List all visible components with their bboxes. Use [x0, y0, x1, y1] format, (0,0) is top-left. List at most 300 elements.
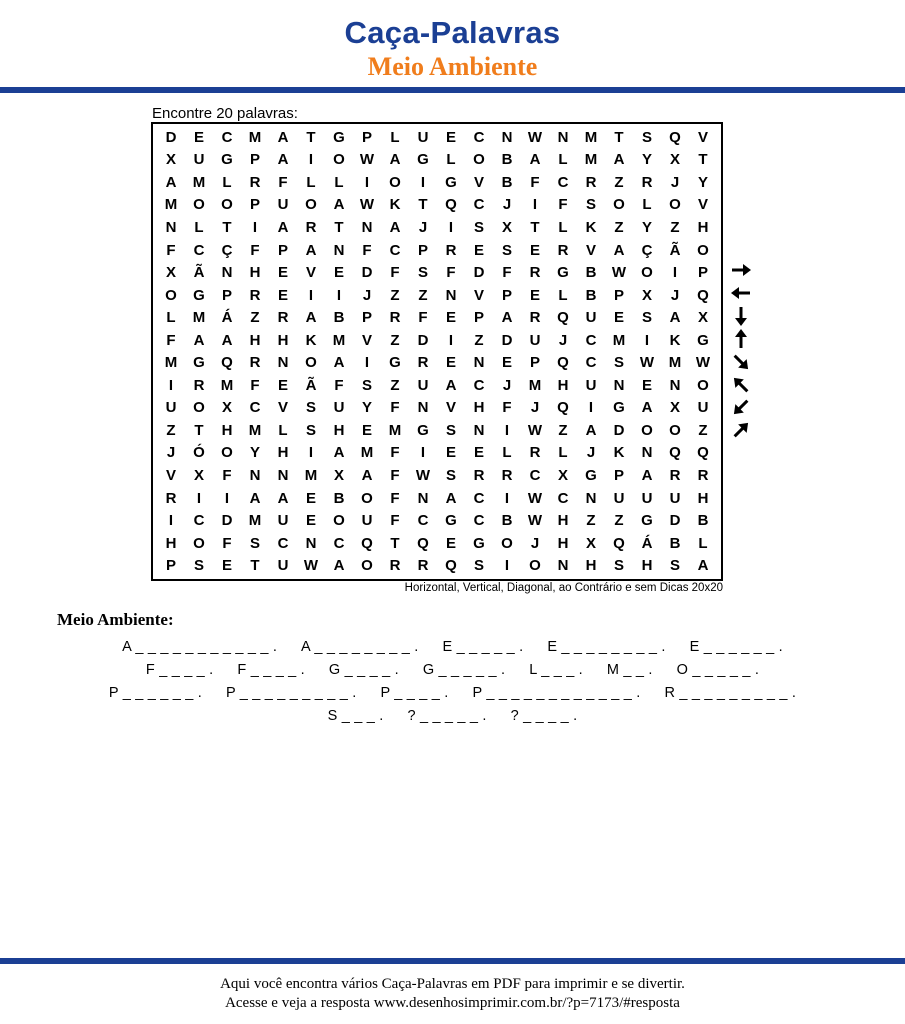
grid-cell: V	[585, 241, 596, 259]
grid-cell: I	[420, 444, 426, 462]
grid-cell: N	[445, 286, 457, 304]
grid-cell: F	[390, 399, 400, 417]
grid-cell: U	[585, 309, 597, 327]
grid-cell: G	[473, 534, 485, 552]
grid-cell: B	[501, 151, 513, 169]
grid-cell: O	[193, 196, 205, 214]
grid-cell: R	[417, 354, 429, 372]
grid-cell: M	[528, 376, 542, 394]
grid-cell: H	[585, 557, 597, 575]
grid-cell: C	[473, 376, 485, 394]
grid-cell: P	[501, 286, 512, 304]
grid-cell: I	[196, 489, 202, 507]
grid-cell: Ã	[305, 376, 317, 394]
grid-cell: E	[641, 376, 652, 394]
grid-cell: N	[669, 376, 681, 394]
grid-cell: G	[333, 128, 345, 146]
grid-cell: B	[697, 512, 709, 530]
grid-cell: O	[165, 286, 177, 304]
grid-cell: T	[390, 534, 400, 552]
grid-cell: N	[473, 354, 485, 372]
grid-cell: A	[277, 218, 289, 236]
grid-cell: U	[417, 128, 429, 146]
grid-cell: T	[334, 218, 344, 236]
grid-cell: C	[221, 128, 233, 146]
grid-cell: R	[249, 354, 261, 372]
grid-cell: A	[389, 218, 401, 236]
grid-cell: F	[390, 512, 400, 530]
grid-cell: L	[698, 534, 708, 552]
grid-cell: A	[165, 173, 177, 191]
grid-cell: N	[165, 218, 177, 236]
grid-cell: B	[501, 512, 513, 530]
grid-cell: D	[473, 264, 485, 282]
grid-cell: Q	[557, 399, 569, 417]
grid-cell: O	[669, 421, 681, 439]
grid-cell: A	[669, 309, 681, 327]
grid-cell: P	[613, 467, 624, 485]
grid-cell: C	[473, 489, 485, 507]
word-clue: E _ _ _ _ _ .	[442, 639, 524, 655]
grid-cell: R	[501, 467, 513, 485]
clue-line	[0, 682, 905, 705]
grid-cell: R	[277, 309, 289, 327]
grid-cell: T	[194, 421, 204, 439]
grid-cell: U	[361, 512, 373, 530]
grid-cell: J	[586, 444, 596, 462]
grid-cell: U	[165, 399, 177, 417]
grid-cell: O	[501, 534, 513, 552]
grid-cell: A	[305, 309, 317, 327]
grid-cell: L	[558, 218, 568, 236]
word-clue: L _ _ _ .	[529, 662, 583, 678]
grid-cell: H	[249, 264, 261, 282]
grid-cell: N	[473, 421, 485, 439]
grid-cell: R	[585, 173, 597, 191]
footer-line-1: Aqui você encontra vários Caça-Palavras em PDF para imprimir e se divertir.	[220, 976, 685, 992]
grid-cell: G	[445, 512, 457, 530]
grid-cell: L	[390, 128, 400, 146]
grid-cell: L	[306, 173, 316, 191]
page-title: Caça-Palavras	[344, 15, 561, 50]
grid-cell: W	[695, 354, 711, 372]
grid-cell: K	[305, 331, 317, 349]
grid-cell: X	[669, 151, 680, 169]
grid-cell: H	[165, 534, 177, 552]
grid-cell: L	[278, 421, 288, 439]
grid-cell: S	[249, 534, 260, 552]
grid-cell: P	[165, 557, 176, 575]
grid-cell: E	[305, 489, 316, 507]
grid-cell: K	[669, 331, 681, 349]
grid-cell: J	[530, 534, 540, 552]
grid-cell: G	[221, 151, 233, 169]
grid-cell: L	[446, 151, 456, 169]
grid-cell: O	[389, 173, 401, 191]
grid-cell: I	[588, 399, 594, 417]
grid-cell: Y	[641, 151, 652, 169]
grid-cell: O	[697, 241, 709, 259]
grid-cell: V	[361, 331, 372, 349]
grid-cell: U	[333, 399, 345, 417]
grid-cell: U	[613, 489, 625, 507]
grid-caption: Horizontal, Vertical, Diagonal, ao Contrário e sem Dicas 20x20	[404, 582, 723, 594]
grid-cell: R	[641, 173, 653, 191]
grid-cell: O	[193, 534, 205, 552]
grid-cell: M	[192, 309, 206, 327]
grid-cell: I	[252, 218, 258, 236]
word-clue: P _ _ _ _ _ _ .	[108, 685, 202, 701]
grid-cell: Ç	[221, 241, 233, 259]
grid-cell: S	[585, 196, 596, 214]
grid-cell: N	[613, 376, 625, 394]
grid-cell: B	[333, 309, 345, 327]
grid-cell: I	[504, 557, 510, 575]
grid-cell: U	[193, 151, 205, 169]
grid-cell: O	[333, 512, 345, 530]
grid-cell: N	[277, 467, 289, 485]
grid-cell: N	[305, 534, 317, 552]
grid-cell: H	[697, 489, 709, 507]
word-clue: G _ _ _ _ _ .	[422, 662, 506, 678]
grid-cell: G	[417, 151, 429, 169]
grid-cell: S	[445, 467, 456, 485]
grid-cell: J	[166, 444, 176, 462]
page-subtitle: Meio Ambiente	[367, 52, 538, 81]
grid-cell: N	[641, 444, 653, 462]
grid-cell: C	[473, 512, 485, 530]
footer	[0, 975, 905, 1013]
grid-cell: S	[641, 128, 652, 146]
grid-cell: W	[527, 128, 543, 146]
grid-cell: F	[390, 489, 400, 507]
grid-cell: G	[641, 512, 653, 530]
grid-cell: R	[697, 467, 709, 485]
grid-cell: C	[585, 354, 597, 372]
grid-cell: C	[417, 512, 429, 530]
grid-cell: R	[669, 467, 681, 485]
grid-cell: S	[305, 421, 316, 439]
grid-cell: E	[305, 512, 316, 530]
grid-cell: G	[389, 354, 401, 372]
grid-cell: R	[249, 286, 261, 304]
grid-cell: A	[333, 196, 345, 214]
grid-cell: S	[669, 557, 680, 575]
grid-cell: E	[445, 128, 456, 146]
grid-cell: S	[473, 557, 484, 575]
grid-cell: X	[697, 309, 708, 327]
grid-cell: E	[333, 264, 344, 282]
grid-cell: M	[332, 331, 346, 349]
grid-cell: L	[334, 173, 344, 191]
grid-cell: F	[334, 376, 344, 394]
grid-cell: Y	[697, 173, 708, 191]
grid-cell: E	[445, 534, 456, 552]
grid-cell: F	[502, 264, 512, 282]
grid-cell: I	[672, 264, 678, 282]
grid-cell: Ã	[193, 264, 205, 282]
grid-cell: G	[417, 421, 429, 439]
grid-cell: A	[333, 444, 345, 462]
grid-cell: P	[361, 128, 372, 146]
word-clue: E _ _ _ _ _ _ .	[689, 639, 783, 655]
grid-cell: I	[308, 444, 314, 462]
grid-cell: D	[613, 421, 625, 439]
grid-cell: H	[221, 421, 233, 439]
grid-cell: X	[501, 218, 512, 236]
grid-cell: O	[333, 151, 345, 169]
grid-cell: L	[558, 151, 568, 169]
word-clue: P _ _ _ _ _ _ _ _ _ _ _ _ .	[472, 685, 641, 701]
grid-cell: B	[501, 173, 513, 191]
grid-cell: L	[558, 444, 568, 462]
grid-cell: Q	[669, 444, 681, 462]
grid-cell: L	[502, 444, 512, 462]
grid-cell: U	[277, 512, 289, 530]
arrow-down-left-icon	[728, 396, 754, 418]
grid-cell: D	[501, 331, 513, 349]
grid-cell: Q	[221, 354, 233, 372]
grid-cell: G	[193, 286, 205, 304]
grid-cell: W	[527, 489, 543, 507]
grid-cell: E	[501, 354, 512, 372]
grid-cell: T	[306, 128, 316, 146]
grid-cell: U	[669, 489, 681, 507]
grid-cell: S	[193, 557, 204, 575]
grid-cell: F	[390, 264, 400, 282]
grid-cell: H	[333, 421, 345, 439]
grid-cell: B	[669, 534, 681, 552]
grid-cell: M	[164, 354, 178, 372]
grid-cell: O	[305, 354, 317, 372]
grid-cell: P	[613, 286, 624, 304]
word-clue: F _ _ _ _ .	[145, 662, 214, 678]
grid-cell: I	[168, 512, 174, 530]
grid-cell: E	[277, 264, 288, 282]
grid-cell: I	[504, 421, 510, 439]
grid-cell: N	[501, 128, 513, 146]
grid-cell: A	[277, 151, 289, 169]
grid-cell: I	[420, 173, 426, 191]
grid-cell: X	[557, 467, 568, 485]
grid-cell: A	[641, 399, 653, 417]
grid-cell: C	[557, 173, 569, 191]
grid-cell: P	[277, 241, 288, 259]
grid-cell: P	[473, 309, 484, 327]
grid-cell: W	[359, 151, 375, 169]
grid-cell: I	[448, 331, 454, 349]
grid-cell: K	[613, 444, 625, 462]
grid-cell: P	[249, 196, 260, 214]
grid-cell: X	[165, 151, 176, 169]
grid-cell: F	[418, 309, 428, 327]
grid-cell: H	[473, 399, 485, 417]
word-clue: A _ _ _ _ _ _ _ _ .	[301, 639, 419, 655]
grid-cell: Q	[445, 196, 457, 214]
grid-cell: V	[473, 173, 484, 191]
grid-cell: N	[361, 218, 373, 236]
grid-cell: H	[557, 376, 569, 394]
word-clue: O _ _ _ _ _ .	[676, 662, 760, 678]
grid-cell: M	[192, 173, 206, 191]
grid-cell: O	[641, 421, 653, 439]
word-clue: P _ _ _ _ _ _ _ _ _ .	[225, 685, 357, 701]
grid-cell: I	[504, 489, 510, 507]
grid-cell: E	[473, 241, 484, 259]
grid-cell: Z	[390, 286, 400, 304]
grid-cell: J	[530, 399, 540, 417]
word-clue: G _ _ _ _ .	[328, 662, 399, 678]
grid-cell: Z	[474, 331, 484, 349]
grid-cell: E	[445, 354, 456, 372]
grid-cell: U	[277, 196, 289, 214]
word-clue-list	[0, 636, 905, 728]
grid-cell: Z	[166, 421, 176, 439]
grid-cell: O	[697, 376, 709, 394]
grid-cell: Q	[557, 309, 569, 327]
grid-cell: X	[585, 534, 596, 552]
grid-cell: W	[527, 512, 543, 530]
grid-cell: E	[193, 128, 204, 146]
grid-cell: Z	[390, 376, 400, 394]
word-clue: M _ _ .	[606, 662, 653, 678]
header-divider	[0, 87, 905, 93]
grid-cell: E	[613, 309, 624, 327]
word-clue: ? _ _ _ _ .	[510, 708, 578, 724]
grid-cell: N	[557, 128, 569, 146]
grid-cell: G	[557, 264, 569, 282]
grid-cell: C	[193, 512, 205, 530]
clue-line	[0, 636, 905, 659]
grid-cell: C	[557, 489, 569, 507]
grid-cell: F	[166, 331, 176, 349]
grid-cell: O	[473, 151, 485, 169]
grid-cell: W	[639, 354, 655, 372]
grid-cell: V	[165, 467, 176, 485]
clue-line	[0, 659, 905, 682]
grid-cell: B	[585, 286, 597, 304]
grid-cell: P	[249, 151, 260, 169]
grid-cell: H	[697, 218, 709, 236]
grid-cell: M	[388, 421, 402, 439]
grid-cell: A	[361, 467, 373, 485]
grid-cell: G	[585, 467, 597, 485]
word-clue: F _ _ _ _ .	[237, 662, 305, 678]
grid-cell: A	[613, 241, 625, 259]
grid-cell: R	[249, 173, 261, 191]
grid-cell: L	[558, 286, 568, 304]
grid-cell: I	[644, 331, 650, 349]
grid-cell: I	[308, 151, 314, 169]
grid-cell: A	[389, 151, 401, 169]
grid-cell: X	[193, 467, 204, 485]
grid-cell: O	[361, 557, 373, 575]
grid-cell: Q	[557, 354, 569, 372]
grid-cell: M	[248, 421, 262, 439]
grid-cell: U	[277, 557, 289, 575]
grid-cell: Y	[641, 218, 652, 236]
grid-cell: H	[641, 557, 653, 575]
grid-cell: I	[168, 376, 174, 394]
grid-cell: E	[361, 421, 372, 439]
grid-cell: F	[390, 444, 400, 462]
grid-cell: D	[361, 264, 373, 282]
clue-line	[0, 705, 905, 728]
grid-cell: N	[417, 399, 429, 417]
grid-cell: N	[333, 241, 345, 259]
grid-cell: J	[362, 286, 372, 304]
grid-cell: S	[417, 264, 428, 282]
grid-cell: A	[585, 421, 597, 439]
grid-cell: A	[333, 557, 345, 575]
grid-cell: D	[669, 512, 681, 530]
grid-cell: S	[613, 354, 624, 372]
grid-cell: Z	[614, 173, 624, 191]
grid-cell: F	[250, 376, 260, 394]
word-search-grid	[151, 122, 723, 581]
grid-cell: M	[668, 354, 682, 372]
grid-cell: W	[415, 467, 431, 485]
grid-cell: Z	[670, 218, 680, 236]
grid-cell: J	[670, 286, 680, 304]
grid-cell: H	[249, 331, 261, 349]
grid-cell: I	[448, 218, 454, 236]
grid-cell: A	[277, 489, 289, 507]
grid-cell: T	[250, 557, 260, 575]
grid-cell: C	[277, 534, 289, 552]
grid-cell: Q	[361, 534, 373, 552]
grid-cell: Q	[417, 534, 429, 552]
grid-cell: F	[446, 264, 456, 282]
grid-cell: F	[222, 534, 232, 552]
grid-cell: Z	[390, 331, 400, 349]
grid-cell: A	[445, 376, 457, 394]
grid-cell: O	[305, 196, 317, 214]
grid-cell: J	[670, 173, 680, 191]
grid-cell: L	[194, 218, 204, 236]
grid-cell: S	[501, 241, 512, 259]
grid-cell: M	[164, 196, 178, 214]
grid-cell: M	[248, 512, 262, 530]
grid-cell: H	[277, 444, 289, 462]
grid-cell: H	[557, 534, 569, 552]
grid-cell: Q	[697, 286, 709, 304]
grid-cell: M	[220, 376, 234, 394]
grid-cell: I	[364, 173, 370, 191]
grid-cell: F	[278, 173, 288, 191]
grid-cell: E	[529, 241, 540, 259]
grid-cell: R	[529, 309, 541, 327]
grid-cell: K	[389, 196, 401, 214]
arrow-up-left-icon	[728, 374, 754, 396]
grid-cell: S	[613, 557, 624, 575]
grid-cell: F	[502, 399, 512, 417]
grid-cell: R	[389, 557, 401, 575]
grid-cell: Q	[445, 557, 457, 575]
grid-cell: Y	[361, 399, 372, 417]
grid-cell: F	[390, 467, 400, 485]
grid-cell: E	[473, 444, 484, 462]
grid-cell: O	[221, 196, 233, 214]
grid-cell: E	[277, 286, 288, 304]
grid-cell: C	[193, 241, 205, 259]
arrow-up-right-icon	[728, 419, 754, 441]
word-clue: R _ _ _ _ _ _ _ _ _ .	[664, 685, 797, 701]
grid-cell: R	[417, 557, 429, 575]
grid-cell: A	[193, 331, 205, 349]
word-clue: ? _ _ _ _ _ .	[407, 708, 487, 724]
grid-cell: U	[585, 376, 597, 394]
